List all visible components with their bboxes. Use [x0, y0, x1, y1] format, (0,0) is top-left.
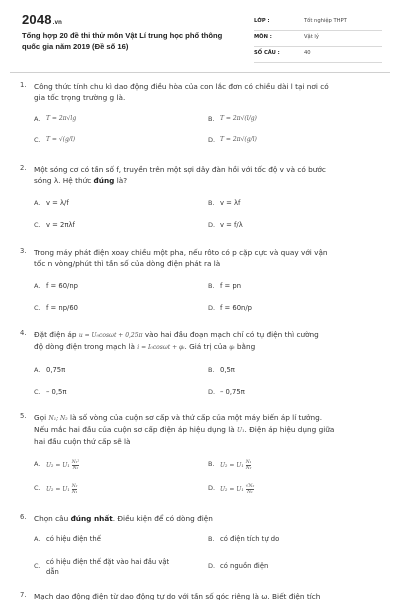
option-text: T = √(g/l) [46, 136, 76, 143]
option-label: D. [208, 136, 216, 144]
text-segment: . Điều kiện để có dòng điện [112, 514, 213, 523]
option-text: f = 60/np [46, 282, 78, 290]
question-text-line [34, 513, 380, 524]
option-text: T = 2π√lg [46, 115, 77, 122]
question-5 [20, 412, 380, 498]
formula: u = U₀cosωt + 0,25π [78, 332, 143, 339]
option-text: T = 2π√(g/l) [220, 136, 257, 143]
option-label: A. [34, 366, 41, 374]
brand-logo[interactable] [22, 12, 62, 27]
question-3 [20, 247, 380, 315]
text-segment: Nếu mắc hai đầu của cuộn sơ cấp điện áp hiệu dụng là [34, 425, 238, 434]
meta-key: SỐ CÂU : [254, 50, 280, 56]
emphasis-text: đúng [93, 176, 115, 185]
option-text: v = 2πλf [46, 221, 75, 229]
text-segment: Gọi [34, 413, 49, 422]
option-label: B. [208, 115, 215, 123]
option-label: B. [208, 199, 215, 207]
option-text: có hiệu điện thế [46, 535, 101, 543]
option-label: C. [34, 388, 41, 396]
header-divider [10, 72, 390, 73]
question-4 [20, 329, 380, 399]
fraction-denominator: N₁ [71, 490, 78, 495]
meta-table [254, 15, 382, 63]
option-text: có điện tích tự do [220, 535, 280, 543]
brand-suffix: .vn [52, 20, 63, 26]
text-segment: vào hai đầu đoạn mạch chỉ có tụ điện thì cường [142, 330, 319, 339]
option-text: v = f/λ [220, 221, 243, 229]
option-label: C. [34, 484, 41, 492]
question-7 [20, 591, 380, 600]
fraction-numerator: √N₂ [245, 484, 255, 489]
text-segment: . Điện áp hiệu dụng giữa [244, 425, 335, 434]
question-text [34, 513, 380, 524]
fraction-denominator: N₂ [245, 466, 252, 471]
option-label: C. [34, 562, 41, 570]
option-label: B. [208, 366, 215, 374]
question-text-line: gia tốc trọng trường g là. [34, 93, 126, 102]
option-text: – 0,5π [46, 388, 67, 396]
document-header [22, 12, 382, 62]
question-1 [20, 81, 380, 144]
fraction [246, 460, 252, 471]
meta-row-count [254, 47, 382, 63]
formula-lhs: U₂ = U₁ [46, 462, 70, 469]
question-text-line: Trong máy phát điện xoay chiều một pha, nếu rôto có p cặp cực và quay với vận [34, 248, 328, 257]
formula-lhs: U₂ = U₁ [220, 486, 244, 493]
emphasis-text: đúng nhất [70, 514, 113, 523]
option-text: T = 2π√(l/g) [220, 115, 257, 122]
option-label: D. [208, 484, 216, 492]
option-text-line: có hiệu điện thế đặt vào hai đầu vật [46, 558, 170, 566]
fraction [72, 460, 80, 471]
question-number: 5. [20, 412, 27, 420]
fraction-numerator: N₁² [71, 460, 80, 465]
formula-lhs: U₂ = U₁ [46, 486, 70, 493]
text-segment: bằng [234, 342, 256, 351]
text-segment: Chọn câu [34, 514, 71, 523]
question-text [34, 591, 380, 600]
option-text-line: dẫn [46, 568, 59, 576]
formula: φᵢ [229, 344, 235, 351]
document-title [22, 30, 237, 52]
option-label: D. [208, 388, 216, 396]
question-text [34, 164, 380, 186]
question-number: 1. [20, 81, 27, 89]
meta-row-subject [254, 31, 382, 47]
title-line-1: Tổng hợp 20 đề thi thử môn Vật Lí trung học phổ thông [22, 31, 223, 40]
option-text: f = 60n/p [220, 304, 252, 312]
option-text: v = λf [220, 199, 241, 207]
question-number: 4. [20, 329, 27, 337]
question-text-line [34, 341, 380, 353]
option-label: B. [208, 282, 215, 290]
option-text: có nguồn điện [220, 562, 269, 570]
meta-value: Tốt nghiệp THPT [304, 18, 347, 24]
question-number: 6. [20, 513, 27, 521]
option-text: f = pn [220, 282, 242, 290]
option-label: C. [34, 221, 41, 229]
question-text-line [34, 329, 380, 341]
option-label: A. [34, 282, 41, 290]
fraction-denominator: N₁ [247, 490, 253, 495]
question-text-line [34, 412, 380, 424]
question-text-line: tốc n vòng/phút thì tần số của dòng điện phát ra là [34, 259, 221, 268]
option-label: B. [208, 460, 215, 468]
question-text-line [34, 175, 380, 186]
option-label: A. [34, 199, 41, 207]
question-number: 2. [20, 164, 27, 172]
option-label: C. [34, 136, 41, 144]
question-text [34, 247, 380, 269]
question-text [34, 329, 380, 353]
title-line-2: quốc gia năm 2019 (Đề số 16) [22, 42, 129, 51]
option-label: D. [208, 304, 216, 312]
meta-row-class [254, 15, 382, 31]
fraction [246, 484, 255, 495]
option-label: A. [34, 115, 41, 123]
option-text [220, 460, 251, 471]
formula: i = I₀cosωt + φᵢ [137, 344, 185, 351]
text-segment: độ dòng điện trong mạch là [34, 342, 138, 351]
formula-lhs: U₂ = U₁ [220, 462, 244, 469]
fraction [72, 484, 78, 495]
option-text [46, 557, 169, 577]
formula: U₁ [237, 427, 245, 434]
option-label: A. [34, 460, 41, 468]
question-text [34, 81, 380, 103]
option-label: D. [208, 221, 216, 229]
question-2 [20, 164, 380, 232]
meta-value: Vật lý [304, 34, 319, 40]
question-number: 7. [20, 591, 27, 599]
formula: N₁; N₂ [48, 415, 68, 422]
question-text-line: Một sóng cơ có tần số f, truyền trên một sợi dây đàn hồi với tốc độ v và có bước [34, 165, 326, 174]
option-label: C. [34, 304, 41, 312]
fraction-numerator: N₁ [245, 460, 252, 465]
option-text: – 0,75π [220, 388, 245, 396]
option-text [46, 460, 79, 471]
meta-value: 40 [304, 50, 311, 56]
question-text-line: hai đầu cuộn thứ cấp sẽ là [34, 437, 131, 446]
text-segment: . Giá trị của [184, 342, 230, 351]
meta-key: MÔN : [254, 34, 272, 40]
option-label: A. [34, 535, 41, 543]
option-label: B. [208, 535, 215, 543]
fraction-denominator: N₂ [72, 466, 79, 471]
option-text: v = λ/f [46, 199, 69, 207]
text-segment: sóng λ. Hệ thức [34, 176, 94, 185]
question-text-line: Mạch dao động điện từ dao động tự do với tần số góc riêng là ω. Biết điện tích [34, 592, 321, 600]
question-number: 3. [20, 247, 27, 255]
fraction-numerator: N₂ [71, 484, 78, 489]
option-text: 0,75π [46, 366, 66, 374]
question-6 [20, 513, 380, 579]
question-text-line [34, 424, 380, 436]
text-segment: Đặt điện áp [34, 330, 79, 339]
meta-key: LỚP : [254, 18, 270, 24]
brand-name: 2048 [22, 12, 52, 27]
question-text-line: Công thức tính chu kì dao động điều hòa của con lắc đơn có chiều dài l tại nơi có [34, 82, 329, 91]
text-segment: là số vòng của cuộn sơ cấp và thứ cấp của một máy biến áp lí tưởng. [67, 413, 323, 422]
option-text: f = np/60 [46, 304, 78, 312]
option-label: D. [208, 562, 216, 570]
option-text [220, 484, 254, 495]
question-text [34, 412, 380, 447]
text-segment: là? [114, 176, 128, 185]
option-text [46, 484, 77, 495]
option-text: 0,5π [220, 366, 235, 374]
